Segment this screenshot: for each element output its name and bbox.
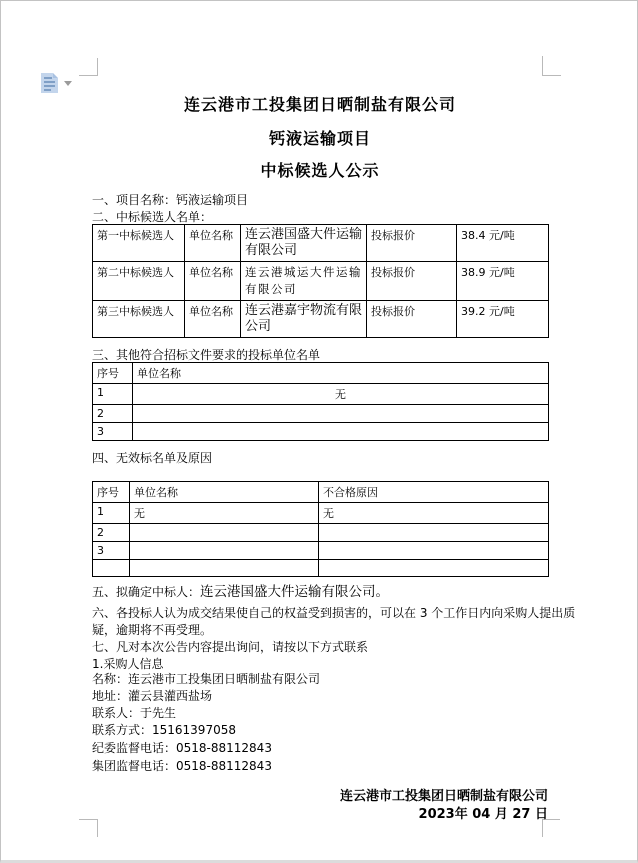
candidate-company: 连云港嘉宇物流有限公司 <box>241 301 367 338</box>
row-no: 1 <box>93 503 130 524</box>
candidates-table <box>92 224 549 338</box>
section-7-contact-head: 七、凡对本次公告内容提出询问，请按以下方式联系 <box>92 640 369 654</box>
table-row <box>93 262 549 301</box>
row-no: 1 <box>93 384 133 405</box>
table-header-row <box>93 363 549 384</box>
candidate-price: 38.9 元/吨 <box>457 262 549 301</box>
price-label: 投标报价 <box>367 225 457 262</box>
section-3-other-bidders-head: 三、其他符合招标文件要求的投标单位名单 <box>92 348 321 362</box>
section-5-winner <box>92 584 548 600</box>
text-boundary-mark-top-right <box>542 56 561 76</box>
row-name <box>130 560 319 577</box>
doc-title-announcement: 中标候选人公示 <box>260 161 380 180</box>
row-no: 2 <box>93 405 133 423</box>
section-6-objection-line1: 六、各投标人认为成交结果使自己的权益受到损害的，可以在 3 个工作日内向采购人提出质 <box>92 606 576 620</box>
table-row <box>93 225 549 262</box>
candidate-price: 39.2 元/吨 <box>457 301 549 338</box>
table-row <box>93 503 549 524</box>
row-reason <box>319 542 549 560</box>
row-name <box>133 405 549 423</box>
col-header-reason: 不合格原因 <box>319 482 549 503</box>
col-header-no: 序号 <box>93 363 133 384</box>
row-no: 3 <box>93 542 130 560</box>
section-5-winner-company: 连云港国盛大件运输有限公司。 <box>200 584 390 600</box>
name-label: 单位名称 <box>185 225 241 262</box>
chevron-down-icon[interactable] <box>64 81 72 86</box>
name-label: 单位名称 <box>185 301 241 338</box>
section-4-invalid-bids-head: 四、无效标名单及原因 <box>92 451 213 465</box>
table-row <box>93 423 549 441</box>
purchaser-contact-person: 联系人：于先生 <box>92 706 177 720</box>
candidate-price: 38.4 元/吨 <box>457 225 549 262</box>
candidate-rank: 第一中标候选人 <box>93 225 185 262</box>
purchaser-name: 名称：连云港市工投集团日晒制盐有限公司 <box>92 672 321 686</box>
candidate-company: 连云港城运大件运输有限公司 <box>241 262 367 301</box>
signature-company: 连云港市工投集团日晒制盐有限公司 <box>339 789 548 804</box>
row-reason <box>319 560 549 577</box>
row-name: 无 <box>130 503 319 524</box>
row-no: 3 <box>93 423 133 441</box>
table-row <box>93 560 549 577</box>
candidate-rank: 第二中标候选人 <box>93 262 185 301</box>
table-row <box>93 542 549 560</box>
doc-title-company: 连云港市工投集团日晒制盐有限公司 <box>183 95 456 114</box>
col-header-no: 序号 <box>93 482 130 503</box>
paste-options-button[interactable] <box>39 71 73 95</box>
name-label: 单位名称 <box>185 262 241 301</box>
price-label: 投标报价 <box>367 262 457 301</box>
text-boundary-mark-top-left <box>79 58 98 76</box>
paste-options-icon <box>41 73 58 93</box>
purchaser-info-heading: 1.采购人信息 <box>92 657 164 671</box>
col-header-name: 单位名称 <box>133 363 549 384</box>
row-name <box>130 542 319 560</box>
section-5-prefix: 五、拟确定中标人： <box>92 585 201 599</box>
table-row <box>93 405 549 423</box>
group-supervision-phone: 集团监督电话：0518-88112843 <box>92 759 272 773</box>
section-6-objection-line2: 疑，逾期将不再受理。 <box>92 623 213 637</box>
section-2-candidates-head: 二、中标候选人名单： <box>92 210 213 224</box>
section-1-project-name: 一、项目名称：钙液运输项目 <box>92 193 249 207</box>
row-reason <box>319 524 549 542</box>
signature-date: 2023年 04 月 27 日 <box>418 807 548 822</box>
row-reason: 无 <box>319 503 549 524</box>
invalid-bids-table <box>92 481 549 577</box>
doc-title-project: 钙液运输项目 <box>268 129 371 148</box>
other-bidders-table <box>92 362 549 441</box>
col-header-name: 单位名称 <box>130 482 319 503</box>
purchaser-phone: 联系方式：15161397058 <box>92 723 236 737</box>
table-row <box>93 301 549 338</box>
row-name <box>130 524 319 542</box>
price-label: 投标报价 <box>367 301 457 338</box>
candidate-rank: 第三中标候选人 <box>93 301 185 338</box>
table-row <box>93 384 549 405</box>
row-name <box>133 423 549 441</box>
discipline-supervision-phone: 纪委监督电话：0518-88112843 <box>92 741 272 755</box>
row-no: 2 <box>93 524 130 542</box>
table-row <box>93 524 549 542</box>
candidate-company: 连云港国盛大件运输有限公司 <box>241 225 367 262</box>
table-header-row <box>93 482 549 503</box>
purchaser-address: 地址：灌云县灌西盐场 <box>92 689 213 703</box>
row-no <box>93 560 130 577</box>
row-name: 无 <box>133 384 549 405</box>
